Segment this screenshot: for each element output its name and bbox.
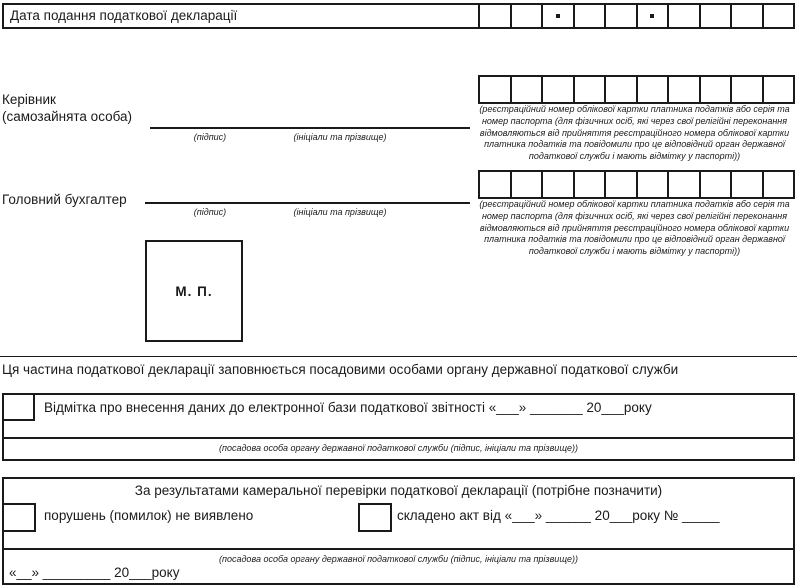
audit-official-caption: (посадова особа органу державної податкової служби (підпис, ініціали та прізвище))	[4, 548, 793, 568]
entry-cell[interactable]	[636, 172, 668, 197]
entry-cell[interactable]	[667, 172, 699, 197]
kerivnyk-signature-line[interactable]	[150, 107, 470, 129]
role-kerivnyk	[2, 91, 132, 125]
entry-cell[interactable]	[762, 172, 794, 197]
act-drawn-checkbox[interactable]	[358, 503, 392, 532]
date-separator-cell	[541, 5, 573, 27]
entry-cell[interactable]	[573, 77, 605, 102]
entry-cell[interactable]	[480, 172, 510, 197]
submission-date-boxes	[478, 5, 793, 27]
kerivnyk-reg-number-boxes	[478, 75, 795, 104]
entry-cell[interactable]	[604, 5, 636, 27]
entry-cell[interactable]	[730, 5, 762, 27]
entry-cell[interactable]	[667, 5, 699, 27]
entry-cell[interactable]	[478, 5, 510, 27]
stamp-place-box	[145, 240, 243, 342]
submission-date-row	[2, 3, 795, 29]
no-violations-label: порушень (помилок) не виявлено	[44, 508, 254, 523]
act-drawn-label: складено акт від «___» ______ 20___року № _____	[397, 508, 720, 523]
date-dot-mark	[650, 14, 654, 18]
entry-cell[interactable]	[667, 77, 699, 102]
entry-cell[interactable]	[604, 77, 636, 102]
entry-cell[interactable]	[730, 172, 762, 197]
submission-date-label: Дата подання податкової декларації	[10, 8, 238, 23]
bukhhalter-reg-number-boxes	[478, 170, 795, 199]
kerivnyk-reg-number-note: (реєстраційний номер облікової картки платника податків або серія та номер паспорта (для фізичних осіб, які через свої релігійні переконання відмовляються від прийняття реєстраційного номера облікової картки платника податків та повідомили про це відповідний орган державної податкової служби і мають відмітку у паспорті))	[479, 104, 790, 162]
entry-cell[interactable]	[541, 77, 573, 102]
kerivnyk-signature-caption: (підпис)	[193, 132, 227, 142]
stamp-place-label: М. П.	[175, 283, 213, 299]
entry-cell[interactable]	[573, 172, 605, 197]
officials-part-header: Ця частина податкової декларації заповнюється посадовими особами органу державної податкової служби	[2, 362, 679, 377]
entry-cell[interactable]	[573, 5, 605, 27]
bukhhalter-name-caption: (ініціали та прізвище)	[293, 207, 387, 217]
edb-mark-section	[2, 393, 795, 461]
entry-cell[interactable]	[636, 77, 668, 102]
entry-cell[interactable]	[699, 172, 731, 197]
audit-results-section	[2, 477, 795, 585]
entry-cell[interactable]	[510, 77, 542, 102]
role-bukhhalter-title: Головний бухгалтер	[2, 192, 127, 207]
entry-cell[interactable]	[762, 77, 794, 102]
entry-cell[interactable]	[762, 5, 794, 27]
edb-mark-checkbox[interactable]	[2, 393, 35, 421]
entry-cell[interactable]	[699, 77, 731, 102]
edb-official-caption: (посадова особа органу державної податкової служби (підпис, ініціали та прізвище))	[4, 437, 793, 459]
bukhhalter-reg-number-note: (реєстраційний номер облікової картки платника податків або серія та номер паспорта (для фізичних осіб, які через свої релігійні переконання відмовляються від прийняття реєстраційного номера облікової картки платника податків та повідомили про це відповідний орган державної податкової служби і мають відмітку у паспорті))	[479, 199, 790, 257]
role-kerivnyk-title: Керівник	[2, 92, 56, 107]
audit-section-title: За результатами камеральної перевірки податкової декларації (потрібне позначити)	[134, 483, 663, 498]
entry-cell[interactable]	[541, 172, 573, 197]
bukhhalter-signature-caption: (підпис)	[193, 207, 227, 217]
entry-cell[interactable]	[604, 172, 636, 197]
audit-date-line: «__» _________ 20___року	[9, 565, 180, 580]
edb-mark-text: Відмітка про внесення даних до електронної бази податкової звітності «___» _______ 20___року	[44, 400, 652, 415]
bukhhalter-signature-line[interactable]	[145, 182, 470, 204]
entry-cell[interactable]	[730, 77, 762, 102]
no-violations-checkbox[interactable]	[2, 503, 36, 532]
role-kerivnyk-note: (самозайнята особа)	[2, 109, 133, 124]
entry-cell[interactable]	[480, 77, 510, 102]
entry-cell[interactable]	[699, 5, 731, 27]
section-divider-rule	[0, 356, 797, 357]
date-dot-mark	[556, 14, 560, 18]
date-separator-cell	[636, 5, 668, 27]
entry-cell[interactable]	[510, 172, 542, 197]
kerivnyk-name-caption: (ініціали та прізвище)	[293, 132, 387, 142]
entry-cell[interactable]	[510, 5, 542, 27]
